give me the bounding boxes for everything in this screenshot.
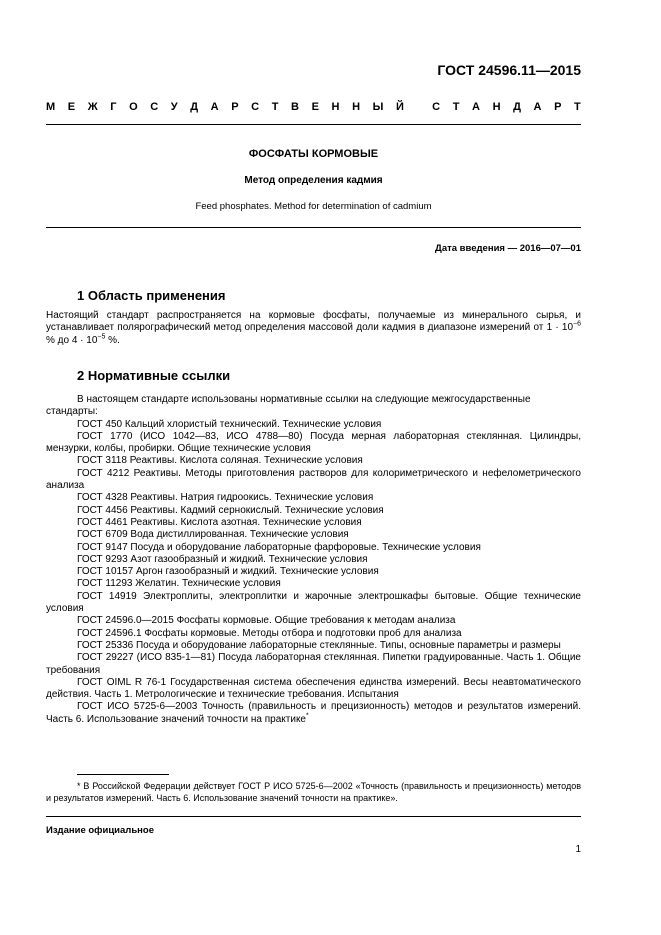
heading-letter: Ж [87,101,98,113]
heading-letter: Т [271,101,279,113]
heading-letter: Н [331,101,340,113]
section-1-heading: 1 Область применения [77,288,226,303]
heading-letter: Р [554,101,562,113]
reference-item: ГОСТ 9147 Посуда и оборудование лабораторные фарфоровые. Технические условия [77,541,481,553]
heading-letter [416,101,419,113]
heading-letter: Н [352,101,361,113]
heading-letter: Е [311,101,319,113]
reference-entries [46,419,581,702]
exponent-2: −5 [97,333,106,341]
reference-item-last: ГОСТ ИСО 5725-6—2003 Точность (правильность и прецизионность) методов и результатов измерений. Часть 6. Использование значений точности на практике* [46,701,581,725]
heading-letter: Ы [372,101,384,113]
footnote-divider [77,774,169,775]
heading-letter: С [251,101,260,113]
reference-item: ГОСТ 9293 Азот газообразный и жидкий. Технические условия [77,553,368,565]
exponent-1: −6 [573,320,581,328]
section-2-heading: 2 Нормативные ссылки [77,368,231,383]
introduction-date: Дата введения — 2016—07—01 [435,243,581,254]
document-number: ГОСТ 24596.11—2015 [437,62,581,78]
footnote-marker: * [306,712,309,720]
reference-item: ГОСТ 25336 Посуда и оборудование лабораторные стеклянные. Типы, основные параметры и размеры [77,639,561,651]
official-edition-label: Издание официальное [46,825,154,836]
reference-item: ГОСТ 1770 (ИСО 1042—83, ИСО 4788—80) Посуда мерная лабораторная стеклянная. Цилиндры, мензурки, колбы, пробирки. Общие технические условия [46,430,581,455]
document-subtitle: Метод определения кадмия [244,175,383,186]
references-list [46,394,581,726]
heading-letter: Р [231,101,239,113]
bottom-divider [46,816,581,817]
heading-letter: Д [513,101,521,113]
english-title: Feed phosphates. Method for determination of cadmium [195,201,432,212]
reference-item: ГОСТ 11293 Желатин. Технические условия [77,578,281,590]
references-intro: В настоящем стандарте использованы нормативные ссылки на следующие межгосударственные стандарты: [46,394,531,418]
reference-item: ГОСТ 4461 Реактивы. Кислота азотная. Технические условия [77,516,362,528]
heading-letter: У [170,101,178,113]
heading-letter: В [291,101,299,113]
title-divider [46,227,581,228]
standard-type-heading [46,101,581,113]
heading-letter: А [210,101,219,113]
heading-letter: Е [67,101,76,113]
heading-letter: Т [452,101,460,113]
document-title: ФОСФАТЫ КОРМОВЫЕ [248,148,379,160]
heading-letter: Г [110,101,117,113]
reference-item: ГОСТ 3118 Реактивы. Кислота соляная. Технические условия [77,455,363,467]
reference-item: ГОСТ 24596.0—2015 Фосфаты кормовые. Общие требования к методам анализа [77,615,456,627]
heading-letter: С [150,101,159,113]
page-number: 1 [575,844,581,855]
heading-letter: А [472,101,480,113]
reference-item: ГОСТ 24596.1 Фосфаты кормовые. Методы отбора и подготовки проб для анализа [77,627,462,639]
footnote-text: * В Российской Федерации действует ГОСТ Р ИСО 5725-6—2002 «Точность (правильность и прецизионность) методов и результатов измерений. Часть 6. Использование значений точности на практике». [46,781,581,803]
reference-item: ГОСТ 29227 (ИСО 835-1—81) Посуда лабораторная стеклянная. Пипетки градуированные. Часть 1. Общие требования [46,652,581,676]
heading-letter: Й [395,101,404,113]
section-1-text: Настоящий стандарт распространяется на кормовые фосфаты, получаемые из минерального сырья, и устанавливает полярографический метод определения массовой доли кадмия в диапазоне измерений от $1 \cdot 10^{-6}$ % до $4 \cdot 10^{-5}$ %. [46,310,581,346]
heading-letter: М [46,101,56,113]
heading-letter: Т [574,101,581,113]
heading-letter: О [129,101,138,113]
top-divider [46,124,581,125]
heading-letter: С [432,101,441,113]
reference-item: ГОСТ 450 Кальций хлористый технический. Технические условия [77,418,382,430]
heading-letter: Н [492,101,501,113]
heading-letter: А [533,101,542,113]
reference-item: ГОСТ 4328 Реактивы. Натрия гидроокись. Технические условия [77,492,374,504]
reference-item: ГОСТ 4212 Реактивы. Методы приготовления растворов для колориметрического и нефелометрического анализа [46,467,581,492]
reference-item: ГОСТ OIML R 76-1 Государственная система обеспечения единства измерений. Весы неавтоматического действия. Часть 1. Метрологические и технические требования. Испытания [46,676,581,701]
reference-item: ГОСТ 6709 Вода дистиллированная. Технические условия [77,529,349,541]
reference-item: ГОСТ 4456 Реактивы. Кадмий сернокислый. Технические условия [77,504,384,516]
reference-item: ГОСТ 14919 Электроплиты, электроплитки и жарочные электрошкафы бытовые. Общие технические условия [46,590,581,615]
heading-letter: Д [190,101,199,113]
reference-item: ГОСТ 10157 Аргон газообразный и жидкий. Технические условия [77,566,379,578]
